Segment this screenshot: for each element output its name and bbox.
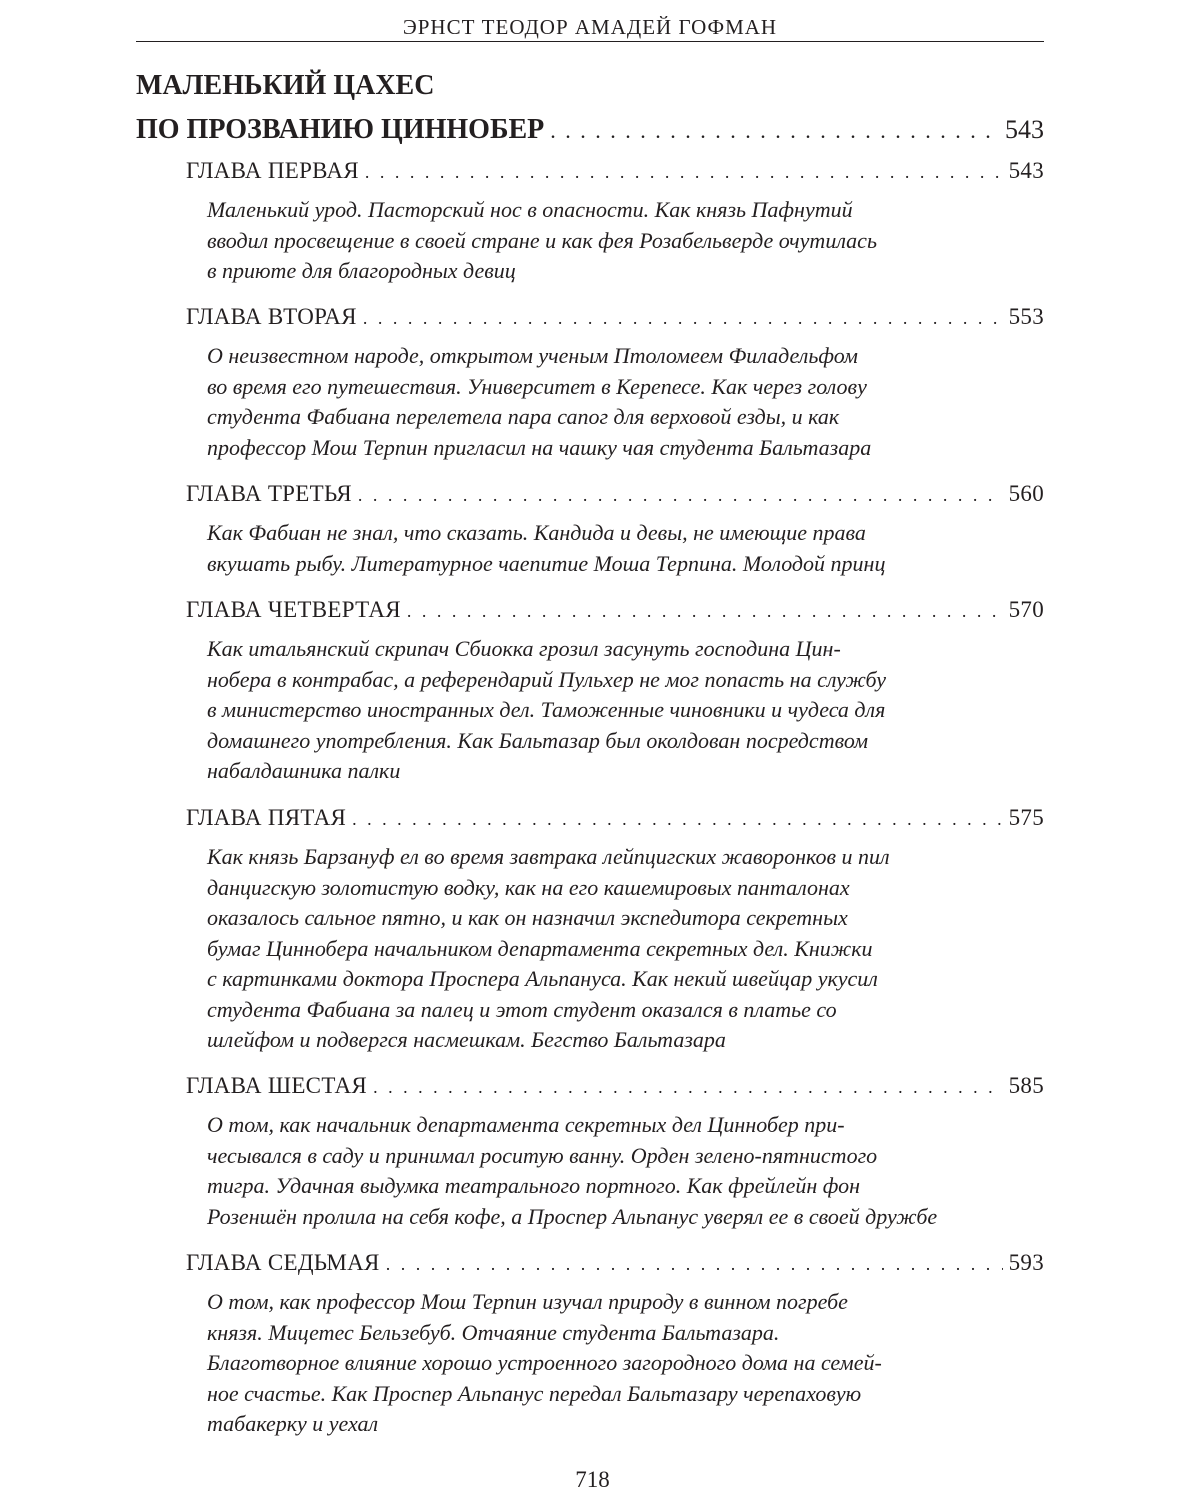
summary-line: О том, как профессор Мош Терпин изучал природу в винном погребе — [207, 1289, 848, 1314]
chapter-page-number: 575 — [1008, 805, 1044, 830]
summary-line: в приюте для благородных девиц — [207, 258, 516, 283]
summary-line: домашнего употребления. Как Бальтазар был околдован посредством — [207, 727, 869, 753]
chapter-entry — [186, 595, 1044, 787]
chapter-entry — [186, 302, 1044, 463]
work-title-row — [136, 108, 1044, 153]
chapter-entry — [186, 1248, 1044, 1440]
summary-line: бумаг Циннобера начальником департамента секретных дел. Книжки — [207, 935, 873, 961]
summary-line: во время его путешествия. Университет в Керепесе. Как через голову — [207, 373, 867, 399]
summary-line: студента Фабиана перелетела пара сапог для верховой езды, и как — [207, 404, 840, 429]
dot-leader — [550, 109, 999, 153]
dot-leader — [363, 303, 1003, 333]
summary-line: нобера в контрабас, а референдарий Пульхер не мог попасть на службу — [207, 666, 887, 692]
summary-line: Маленький урод. Пасторский нос в опасности. Как князь Пафнутий — [207, 197, 853, 222]
chapter-entry — [186, 479, 1044, 579]
summary-line: набалдашника палки — [207, 758, 401, 783]
work-page-number: 543 — [1005, 115, 1044, 144]
running-head: ЭРНСТ ТЕОДОР АМАДЕЙ ГОФМАН — [402, 15, 778, 39]
summary-line: О том, как начальник департамента секретных дел Циннобер при- — [207, 1112, 845, 1137]
page-number: 718 — [575, 1467, 610, 1492]
chapter-page-number: 593 — [1008, 1250, 1044, 1275]
chapter-title: ГЛАВА ПЯТАЯ — [186, 805, 347, 830]
summary-line: князя. Мицетес Бельзебуб. Отчаяние студента Бальтазара. — [207, 1319, 780, 1345]
summary-line: Благотворное влияние хорошо устроенного загородного дома на семей- — [207, 1350, 882, 1375]
summary-line: Как Фабиан не знал, что сказать. Кандида и девы, не имеющие права — [207, 520, 866, 545]
chapter-page-number: 585 — [1008, 1073, 1044, 1098]
chapter-title: ГЛАВА ЧЕТВЕРТАЯ — [186, 597, 401, 622]
chapter-summary — [207, 634, 977, 787]
work-entry — [136, 64, 1044, 153]
chapter-summary — [207, 842, 977, 1056]
chapter-summary — [207, 1110, 977, 1232]
chapter-summary — [207, 195, 977, 287]
summary-line: чесывался в саду и принимал роситую ванну. Орден зелено-пятнистого — [207, 1142, 878, 1168]
summary-line: оказалось сальное пятно, и как он назначил экспедитора секретных — [207, 905, 848, 930]
chapter-title: ГЛАВА ПЕРВАЯ — [186, 158, 359, 183]
summary-line: вводил просвещение в своей стране и как фея Розабельверде очутилась — [207, 227, 877, 253]
chapter-page-number: 570 — [1008, 597, 1044, 622]
chapter-title: ГЛАВА ВТОРАЯ — [186, 304, 357, 329]
summary-line: О неизвестном народе, открытом ученым Птоломеем Филадельфом — [207, 343, 858, 368]
summary-line: вкушать рыбу. Литературное чаепитие Моша Терпина. Молодой принц — [207, 550, 886, 576]
summary-line: в министерство иностранных дел. Таможенные чиновники и чудеса для — [207, 697, 886, 722]
chapter-page-number: 543 — [1008, 158, 1044, 183]
chapter-entry — [186, 803, 1044, 1056]
dot-leader — [352, 804, 1002, 834]
dot-leader — [407, 596, 1003, 626]
dot-leader — [373, 1072, 1003, 1102]
summary-line: студента Фабиана за палец и этот студент оказался в платье со — [207, 996, 837, 1022]
chapter-summary — [207, 518, 977, 579]
summary-line: табакерку и уехал — [207, 1411, 379, 1436]
chapter-title: ГЛАВА ШЕСТАЯ — [186, 1073, 368, 1098]
chapter-title: ГЛАВА ТРЕТЬЯ — [186, 481, 352, 506]
summary-line: Как князь Барзануф ел во время завтрака лейпцигских жаворонков и пил — [207, 844, 890, 869]
chapter-entry — [186, 1071, 1044, 1232]
summary-line: Розеншён пролила на себя кофе, а Проспер Альпанус уверял ее в своей дружбе — [207, 1203, 938, 1229]
work-title-line-1: МАЛЕНЬКИЙ ЦАХЕС — [136, 70, 435, 101]
dot-leader — [365, 157, 1003, 187]
chapter-page-number: 553 — [1008, 304, 1044, 329]
dot-leader — [386, 1249, 1003, 1279]
chapter-page-number: 560 — [1008, 481, 1044, 506]
chapter-summary — [207, 1287, 977, 1440]
chapter-title: ГЛАВА СЕДЬМАЯ — [186, 1250, 380, 1275]
summary-line: профессор Мош Терпин пригласил на чашку чая студента Бальтазара — [207, 434, 872, 460]
dot-leader — [358, 480, 1003, 510]
summary-line: шлейфом и подвергся насмешкам. Бегство Бальтазара — [207, 1027, 726, 1052]
summary-line: ное счастье. Как Проспер Альпанус передал Бальтазару черепаховую — [207, 1380, 862, 1406]
summary-line: тигра. Удачная выдумка театрального портного. Как фрейлейн фон — [207, 1173, 861, 1198]
header-rule — [136, 41, 1044, 42]
summary-line: данцигскую золотистую водку, как на его кашемировых панталонах — [207, 874, 850, 900]
work-title-line-2: ПО ПРОЗВАНИЮ ЦИННОБЕР — [136, 114, 545, 145]
summary-line: Как итальянский скрипач Сбиокка грозил засунуть господина Цин- — [207, 636, 841, 661]
summary-line: с картинками доктора Проспера Альпануса. Как некий швейцар укусил — [207, 966, 878, 991]
chapter-entry — [186, 156, 1044, 287]
chapter-summary — [207, 341, 977, 463]
